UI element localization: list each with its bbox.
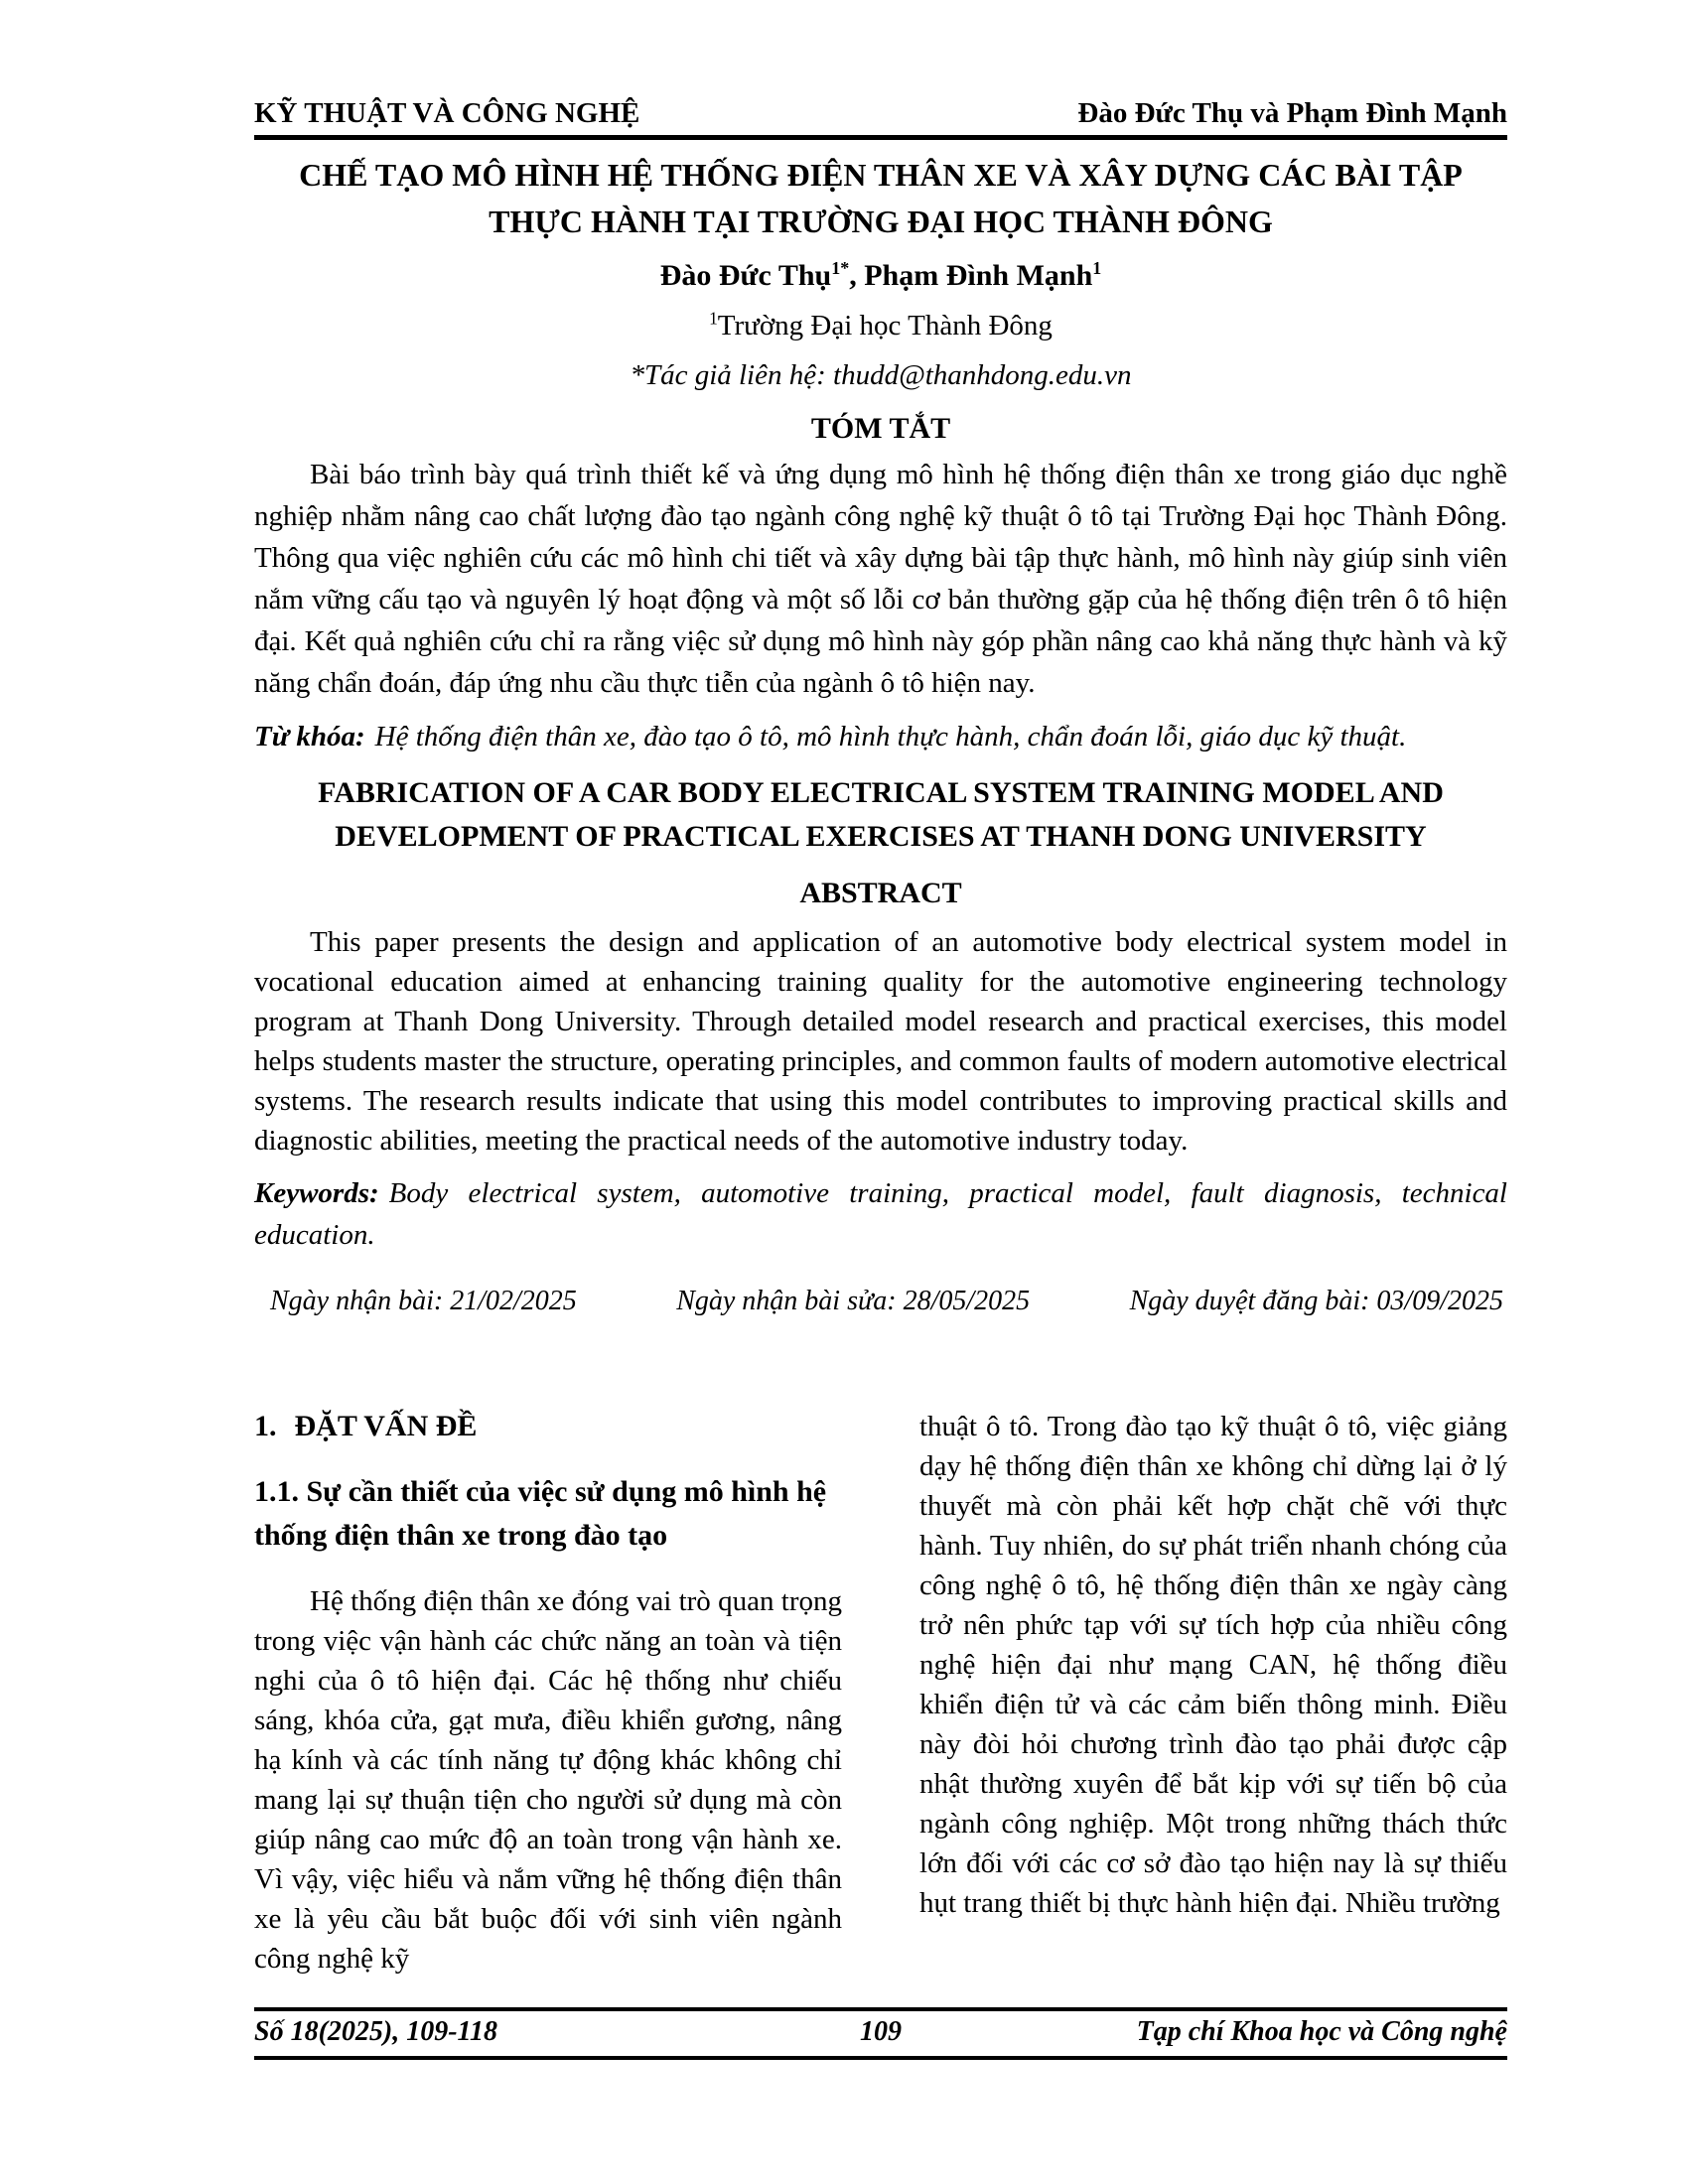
abstract-en-heading: ABSTRACT bbox=[799, 877, 962, 909]
body-column-right bbox=[919, 1407, 1507, 1979]
keywords-en-line bbox=[254, 1172, 1507, 1256]
page-footer bbox=[254, 2007, 1507, 2060]
date-received: Ngày nhận bài: 21/02/2025 bbox=[270, 1286, 577, 1316]
section-1-title: ĐẶT VẤN ĐỀ bbox=[294, 1410, 478, 1442]
author-1-affiliation-mark: 1* bbox=[831, 258, 850, 278]
keywords-en-label: Keywords: bbox=[254, 1177, 379, 1209]
body-columns bbox=[254, 1407, 1507, 1979]
keywords-vi-label: Từ khóa: bbox=[254, 721, 365, 752]
page-content bbox=[254, 0, 1507, 1979]
keywords-vi-line bbox=[254, 716, 1507, 757]
body-column-left bbox=[254, 1407, 842, 1979]
author-1: Đào Đức Thụ bbox=[659, 259, 832, 292]
keywords-en-text: Body electrical system, automotive training, practical model, fault diagnosis, technical education. bbox=[254, 1177, 1507, 1251]
article-title-en: FABRICATION OF A CAR BODY ELECTRICAL SYSTEM TRAINING MODEL AND DEVELOPMENT OF PRACTICAL EXERCISES AT THANH DONG UNIVERSITY bbox=[318, 776, 1444, 853]
author-2-affiliation-mark: 1 bbox=[1092, 258, 1102, 278]
article-title-vi: CHẾ TẠO MÔ HÌNH HỆ THỐNG ĐIỆN THÂN XE VÀ XÂY DỰNG CÁC BÀI TẬP THỰC HÀNH TẠI TRƯỜNG ĐẠI HỌC THÀNH ĐÔNG bbox=[299, 157, 1463, 239]
header-rule bbox=[254, 135, 1507, 140]
affiliation-name: Trường Đại học Thành Đông bbox=[717, 310, 1053, 341]
footer-issue-pages: Số 18(2025), 109-118 bbox=[254, 2016, 497, 2047]
abstract-vi-heading: TÓM TẮT bbox=[810, 412, 951, 445]
section-1-heading bbox=[254, 1407, 842, 1446]
section-1-number: 1. bbox=[254, 1410, 277, 1442]
date-revised: Ngày nhận bài sửa: 28/05/2025 bbox=[676, 1286, 1031, 1316]
corresponding-author-line: *Tác giả liên hệ: thudd@thanhdong.edu.vn bbox=[630, 359, 1132, 391]
article-dates-line bbox=[254, 1284, 1507, 1319]
running-header-section: KỸ THUẬT VÀ CÔNG NGHỆ bbox=[254, 97, 640, 129]
authors-separator: , bbox=[849, 259, 865, 292]
author-2: Phạm Đình Mạnh bbox=[864, 259, 1093, 292]
affiliation-line bbox=[254, 307, 1507, 344]
date-accepted: Ngày duyệt đăng bài: 03/09/2025 bbox=[1129, 1286, 1503, 1316]
affiliation-mark: 1 bbox=[709, 308, 718, 329]
running-header bbox=[254, 95, 1507, 131]
abstract-vi-text: Bài báo trình bày quá trình thiết kế và ứng dụng mô hình hệ thống điện thân xe trong giáo dục nghề nghiệp nhằm nâng cao chất lượng đào tạo ngành công nghệ kỹ thuật ô tô tại Trường Đại học Thành Đông. Thông qua việc nghiên cứu các mô hình chi tiết và xây dựng bài tập thực hành, mô hình này giúp sinh viên nắm vững cấu tạo và nguyên lý hoạt động và một số lỗi cơ bản thường gặp của hệ thống điện trên ô tô hiện đại. Kết quả nghiên cứu chỉ ra rằng việc sử dụng mô hình này góp phần nâng cao khả năng thực hành và kỹ năng chẩn đoán, đáp ứng nhu cầu thực tiễn của ngành ô tô hiện nay. bbox=[254, 459, 1507, 699]
body-paragraph-left: Hệ thống điện thân xe đóng vai trò quan trọng trong việc vận hành các chức năng an toàn và tiện nghi của ô tô hiện đại. Các hệ thống như chiếu sáng, khóa cửa, gạt mưa, điều khiển gương, nâng hạ kính và các tính năng tự động khác không chỉ mang lại sự thuận tiện cho người sử dụng mà còn giúp nâng cao mức độ an toàn trong vận hành xe. Vì vậy, việc hiểu và nắm vững hệ thống điện thân xe là yêu cầu bắt buộc đối với sinh viên ngành công nghệ kỹ bbox=[254, 1585, 842, 1975]
footer-page-number: 109 bbox=[860, 2016, 902, 2047]
footer-journal-name: Tạp chí Khoa học và Công nghệ bbox=[1136, 2016, 1507, 2047]
keywords-vi-text: Hệ thống điện thân xe, đào tạo ô tô, mô hình thực hành, chẩn đoán lỗi, giáo dục kỹ thuật. bbox=[374, 721, 1407, 752]
section-1-1-heading: 1.1. Sự cần thiết của việc sử dụng mô hình hệ thống điện thân xe trong đào tạo bbox=[254, 1475, 827, 1552]
authors-line bbox=[254, 257, 1507, 295]
abstract-en-text: This paper presents the design and application of an automotive body electrical system model in vocational education aimed at enhancing training quality for the automotive engineering technology program at Thanh Dong University. Through detailed model research and practical exercises, this model helps students master the structure, operating principles, and common faults of modern automotive electrical systems. The research results indicate that using this model contributes to improving practical skills and diagnostic abilities, meeting the practical needs of the automotive industry today. bbox=[254, 926, 1507, 1157]
running-header-authors: Đào Đức Thụ và Phạm Đình Mạnh bbox=[1077, 97, 1507, 129]
body-paragraph-right: thuật ô tô. Trong đào tạo kỹ thuật ô tô, việc giảng dạy hệ thống điện thân xe không chỉ dừng lại ở lý thuyết mà còn phải kết hợp chặt chẽ với thực hành. Tuy nhiên, do sự phát triển nhanh chóng của công nghệ ô tô, hệ thống điện thân xe ngày càng trở nên phức tạp với sự tích hợp của nhiều công nghệ hiện đại như mạng CAN, hệ thống điều khiển điện tử và các cảm biến thông minh. Điều này đòi hỏi chương trình đào tạo phải được cập nhật thường xuyên để bắt kịp với sự tiến bộ của ngành công nghiệp. Một trong những thách thức lớn đối với các cơ sở đào tạo hiện nay là sự thiếu hụt trang thiết bị thực hành hiện đại. Nhiều trường bbox=[919, 1411, 1507, 1919]
